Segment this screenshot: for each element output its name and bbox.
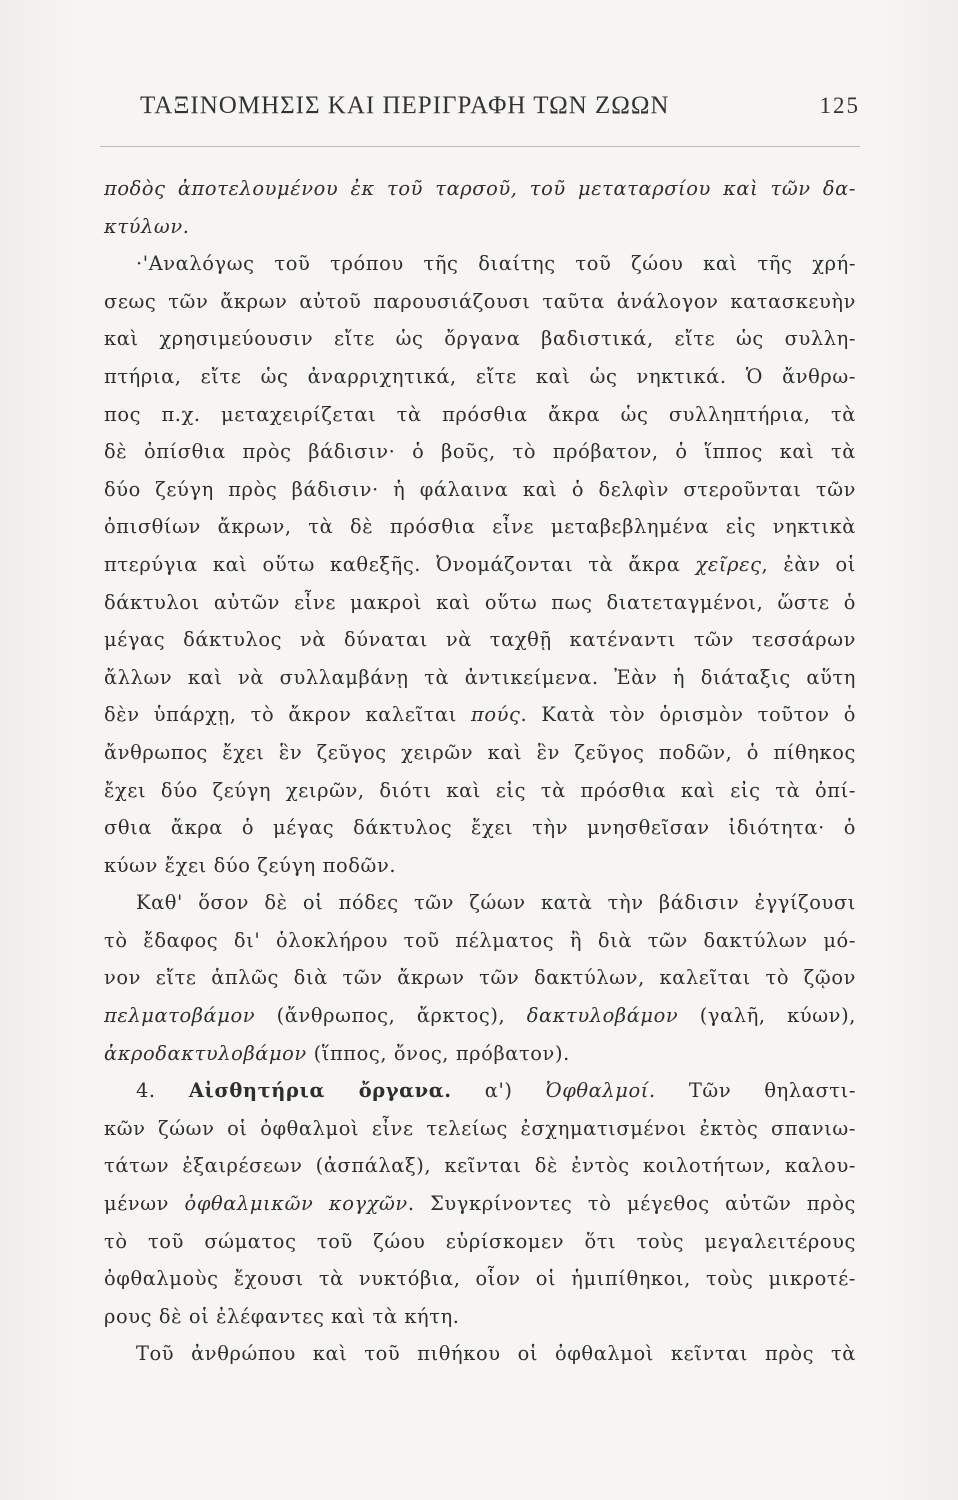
text-line: τὸ τοῦ σώματος τοῦ ζώου εὑρίσκομεν ὅτι τοὺς μεγαλειτέρους [104,1229,856,1253]
term-digitigrade: δακτυλοβάμον [526,1004,679,1028]
paragraph-4 [104,1072,856,1335]
text-line [104,170,856,208]
paragraph-5 [104,1335,856,1373]
text-line: ὀπισθίων ἄκρων, τὰ δὲ πρόσθια εἶνε μεταβεβλημένα εἰς νηκτικὰ [104,515,856,539]
text-line: τάτων ἐξαιρέσεων (ἀσπάλαξ), κεῖνται δὲ ἐντὸς κοιλοτήτων, καλου- [104,1154,856,1178]
text-span: (γαλῆ, κύων), [678,1004,856,1028]
text-line: ἄνθρωπος ἔχει ἓν ζεῦγος χειρῶν καὶ ἓν ζεῦγος ποδῶν, ὁ πίθηκος [104,740,856,764]
text-span: Τῶν θηλαστι- [655,1079,856,1103]
text-line: δάκτυλοι αὐτῶν εἶνε μακροὶ καὶ οὕτω πως διατεταγμένοι, ὥστε ὁ [104,590,856,614]
running-header [140,92,860,120]
running-title: ΤΑΞΙΝΟΜΗΣΙΣ ΚΑΙ ΠΕΡΙΓΡΑΦΗ ΤΩΝ ΖΩΩΝ [140,92,670,119]
text-line: νον εἴτε ἁπλῶς διὰ τῶν ἄκρων τῶν δακτύλων, καλεῖται τὸ ζῷον [104,966,856,990]
text-line: σθια ἄκρα ὁ μέγας δάκτυλος ἔχει τὴν μνησθεῖσαν ἰδιότητα· ὁ [104,816,856,840]
text-line [104,1035,856,1073]
text-line [104,997,856,1035]
text-span: ποδὸς ἀποτελουμένου ἐκ τοῦ ταρσοῦ, τοῦ μεταταρσίου καὶ τῶν δα- [104,177,856,200]
text-line: καὶ χρησιμεύουσιν εἴτε ὡς ὄργανα βαδιστικά, εἴτε ὡς συλλη- [104,327,856,351]
text-line [104,208,856,246]
text-line [104,1185,856,1223]
paragraph-2 [104,245,856,884]
text-span: πτερύγια καὶ οὕτω καθεξῆς. Ὀνομάζονται τὰ ἄκρα [104,552,696,576]
text-line [104,696,856,734]
text-span: (ἄνθρωπος, ἄρκτος), [255,1004,527,1028]
paragraph-3 [104,884,856,1072]
text-line: πτήρια, εἴτε ὡς ἀναρριχητικά, εἴτε καὶ ὡς νηκτικά. Ὁ ἄνθρω- [104,364,856,388]
term-orbits: ὀφθαλμικῶν κογχῶν [184,1192,408,1216]
term-plantigrade: πελματοβάμον [104,1004,256,1028]
text-span: μένων [104,1192,185,1216]
text-line: ἄλλων καὶ νὰ συλλαμβάνῃ τὰ ἀντικείμενα. Ἐὰν ἡ διάταξις αὕτη [104,665,856,689]
text-span: . Κατὰ τὸν ὁρισμὸν τοῦτον ὁ [520,703,856,727]
text-span: , ἐὰν οἱ [761,552,857,576]
text-line: Τοῦ ἀνθρώπου καὶ τοῦ πιθήκου οἱ ὀφθαλμοὶ κεῖνται πρὸς τὰ [136,1342,856,1366]
text-line: κῶν ζώων οἱ ὀφθαλμοὶ εἶνε τελείως ἐσχηματισμένοι ἐκτὸς σπανιω- [104,1116,856,1140]
text-line: μέγας δάκτυλος νὰ δύναται νὰ ταχθῇ κατέναντι τῶν τεσσάρων [104,628,856,652]
text-line: τὸ ἔδαφος δι' ὁλοκλήρου τοῦ πέλματος ἢ διὰ τῶν δακτύλων μό- [104,928,856,952]
header-rule [100,146,860,147]
text-line: δὲ ὀπίσθια πρὸς βάδισιν· ὁ βοῦς, τὸ πρόβατον, ὁ ἵππος καὶ τὰ [104,440,856,464]
text-span: δὲν ὑπάρχῃ, τὸ ἄκρον καλεῖται [104,703,472,727]
section-number: 4. [136,1079,189,1103]
body-text [104,170,856,1373]
page-number: 125 [819,93,860,118]
text-line: Καθ' ὅσον δὲ οἱ πόδες τῶν ζώων κατὰ τὴν βάδισιν ἐγγίζουσι [136,891,856,915]
text-span: . Συγκρίνοντες τὸ μέγεθος αὐτῶν πρὸς [407,1192,856,1216]
term-unguligrade: ἀκροδακτυλοβάμον [104,1041,307,1065]
term-foot: πούς [471,703,521,727]
section-heading: Αἰσθητήρια ὄργανα. [188,1079,452,1103]
subsection-heading: Ὀφθαλμοί. [545,1079,656,1103]
text-line: σεως τῶν ἄκρων αὐτοῦ παρουσιάζουσι ταῦτα ἀνάλογον κατασκευὴν [104,289,856,313]
paragraph-1 [104,170,856,245]
text-line: ·'Αναλόγως τοῦ τρόπου τῆς διαίτης τοῦ ζώου καὶ τῆς χρή- [136,252,856,276]
text-line: κύων ἔχει δύο ζεύγη ποδῶν. [104,853,397,877]
text-line: ἔχει δύο ζεύγη χειρῶν, διότι καὶ εἰς τὰ πρόσθια καὶ εἰς τὰ ὀπί- [104,778,856,802]
text-line [104,546,856,584]
text-line [104,1072,856,1110]
text-line: πος π.χ. μεταχειρίζεται τὰ πρόσθια ἄκρα ὡς συλληπτήρια, τὰ [104,402,856,426]
text-line: ρους δὲ οἱ ἐλέφαντες καὶ τὰ κήτη. [104,1304,460,1328]
text-line: δύο ζεύγη πρὸς βάδισιν· ἡ φάλαινα καὶ ὁ δελφὶν στεροῦνται τῶν [104,477,856,501]
text-span: κτύλων. [104,214,190,238]
text-span: α') [451,1079,546,1103]
text-span: (ἵππος, ὄνος, πρόβατον). [306,1041,570,1065]
text-line: ὀφθαλμοὺς ἔχουσι τὰ νυκτόβια, οἷον οἱ ἡμιπίθηκοι, τοὺς μικροτέ- [104,1267,856,1291]
term-hands: χεῖρες [695,552,762,576]
